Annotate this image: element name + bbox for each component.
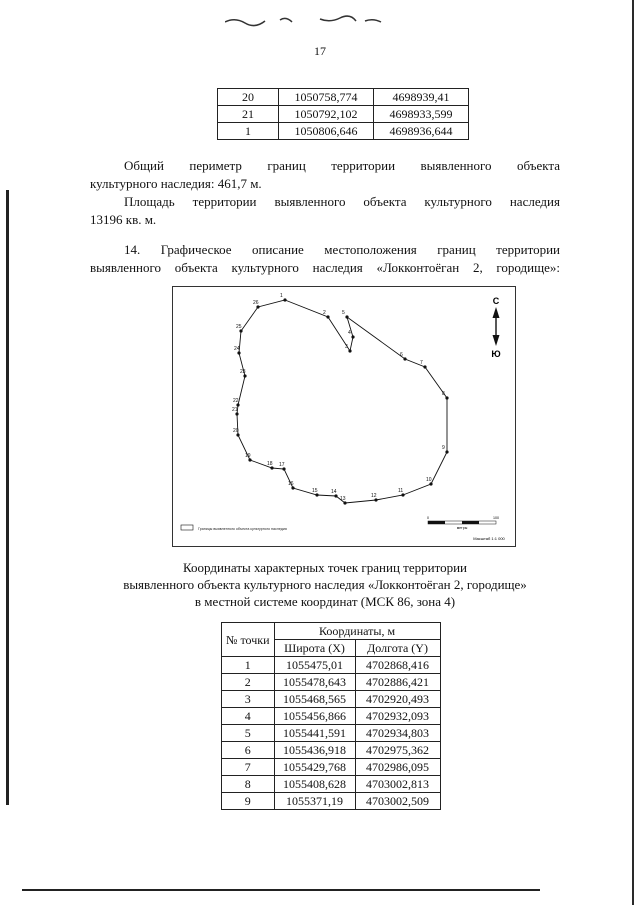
section-line-1: 14. Графическое описание местоположения границ территории	[124, 242, 560, 257]
cell-latitude: 1050792,102	[279, 106, 374, 123]
cell-latitude: 1055429,768	[274, 759, 355, 776]
header-coordinates: Координаты, м	[274, 623, 440, 640]
area-line-1: Площадь территории выявленного объекта культурного наследия	[124, 194, 560, 209]
table-row	[222, 674, 441, 691]
scale-ratio: Масштаб 1:1 000	[473, 536, 505, 541]
compass-south: Ю	[491, 349, 501, 359]
boundary-point-label: 4	[348, 330, 351, 336]
boundary-point-label: 17	[279, 462, 285, 468]
boundary-point-label: 24	[234, 346, 240, 352]
boundary-point-label: 23	[240, 369, 246, 375]
boundary-point-marker	[423, 365, 426, 368]
cell-latitude: 1055475,01	[274, 657, 355, 674]
boundary-polygon	[237, 300, 447, 503]
cell-longitude: 4698939,41	[374, 89, 469, 106]
cell-point-number: 4	[222, 708, 275, 725]
boundary-point-marker	[403, 357, 406, 360]
boundary-point-marker	[283, 298, 286, 301]
boundary-point-label: 18	[267, 461, 273, 467]
boundary-point-label: 20	[233, 428, 239, 434]
scale-start: 0	[427, 516, 429, 520]
cell-longitude: 4702975,362	[355, 742, 440, 759]
boundary-point-label: 7	[420, 360, 423, 366]
boundary-point-label: 16	[288, 481, 294, 487]
table-row	[218, 123, 469, 140]
boundary-point-label: 15	[312, 488, 318, 494]
cell-point-number: 1	[222, 657, 275, 674]
boundary-point-label: 9	[442, 445, 445, 451]
header-longitude: Долгота (Y)	[355, 640, 440, 657]
cell-point-number: 1	[218, 123, 279, 140]
boundary-point-label: 10	[426, 477, 432, 483]
boundary-point-marker	[345, 315, 348, 318]
boundary-point-marker	[348, 349, 351, 352]
scale-end: 100	[493, 516, 499, 520]
boundary-point-label: 13	[340, 496, 346, 502]
table-row	[222, 725, 441, 742]
table-row	[222, 793, 441, 810]
table-row	[222, 708, 441, 725]
boundary-point-label: 12	[371, 493, 377, 499]
boundary-point-label: 1	[280, 293, 283, 299]
cell-point-number: 2	[222, 674, 275, 691]
cell-point-number: 21	[218, 106, 279, 123]
area-paragraph	[90, 193, 560, 229]
scan-noise-top	[225, 14, 405, 30]
boundary-point-marker	[445, 396, 448, 399]
table-row	[222, 742, 441, 759]
map-legend	[181, 525, 287, 531]
cell-latitude: 1055436,918	[274, 742, 355, 759]
cell-latitude: 1055456,866	[274, 708, 355, 725]
boundary-map	[172, 286, 516, 547]
boundary-point-label: 8	[442, 391, 445, 397]
cell-longitude: 4703002,813	[355, 776, 440, 793]
cell-longitude: 4702920,493	[355, 691, 440, 708]
caption-line-2: выявленного объекта культурного наследия «Локконтоёган 2, городище»	[123, 577, 527, 592]
header-latitude: Широта (X)	[274, 640, 355, 657]
boundary-point-marker	[445, 450, 448, 453]
boundary-point-label: 25	[236, 324, 242, 330]
cell-longitude: 4702986,095	[355, 759, 440, 776]
south-arrow-icon	[493, 335, 500, 346]
cell-latitude: 1055408,628	[274, 776, 355, 793]
section-14-paragraph	[90, 241, 560, 277]
table-row	[222, 691, 441, 708]
compass-north: С	[492, 296, 500, 306]
cell-longitude: 4702932,093	[355, 708, 440, 725]
boundary-point-label: 3	[345, 344, 348, 350]
boundary-point-marker	[351, 335, 354, 338]
boundary-point-label: 2	[323, 310, 326, 316]
cell-latitude: 1050806,646	[279, 123, 374, 140]
scan-edge-right	[632, 0, 634, 905]
legend-text: Границы выявленного объекта культурного наследия	[198, 527, 287, 531]
scan-edge-left	[6, 190, 9, 805]
cell-longitude: 4702934,803	[355, 725, 440, 742]
legend-swatch-icon	[181, 525, 193, 530]
caption-line-3: в местной системе координат (МСК 86, зона 4)	[194, 594, 456, 609]
cell-latitude: 1055478,643	[274, 674, 355, 691]
map-scale	[427, 516, 506, 541]
boundary-points	[232, 293, 449, 505]
cell-point-number: 6	[222, 742, 275, 759]
table-row	[218, 89, 469, 106]
boundary-map-drawing	[173, 287, 515, 546]
scan-bottom-line	[22, 889, 540, 891]
section-line-2: выявленного объекта культурного наследия «Локконтоёган 2, городище»:	[90, 260, 560, 275]
table-row	[222, 657, 441, 674]
table-row	[218, 106, 469, 123]
boundary-point-label: 19	[245, 453, 251, 459]
cell-longitude: 4702886,421	[355, 674, 440, 691]
area-line-2: 13196 кв. м.	[90, 212, 157, 227]
boundary-point-label: 26	[253, 300, 259, 306]
boundary-point-label: 11	[398, 488, 404, 494]
cell-latitude: 1055441,591	[274, 725, 355, 742]
table-row	[222, 759, 441, 776]
perimeter-line-2: культурного наследия: 461,7 м.	[90, 176, 262, 191]
table-caption	[90, 559, 560, 610]
north-arrow-icon	[493, 307, 500, 318]
cell-latitude: 1050758,774	[279, 89, 374, 106]
compass	[491, 296, 500, 359]
continuation-table	[217, 88, 469, 140]
cell-point-number: 5	[222, 725, 275, 742]
cell-longitude: 4698933,599	[374, 106, 469, 123]
boundary-point-label: 22	[233, 398, 239, 404]
page-number: 17	[314, 44, 326, 58]
boundary-point-label: 5	[342, 310, 345, 316]
cell-longitude: 4703002,509	[355, 793, 440, 810]
caption-line-1: Координаты характерных точек границ территории	[183, 560, 467, 575]
perimeter-paragraph	[90, 157, 560, 193]
table-row	[222, 776, 441, 793]
header-point-number: № точки	[222, 623, 275, 657]
cell-point-number: 8	[222, 776, 275, 793]
cell-latitude: 1055468,565	[274, 691, 355, 708]
coordinates-table	[221, 622, 441, 810]
boundary-point-label: 14	[331, 489, 337, 495]
cell-point-number: 9	[222, 793, 275, 810]
cell-point-number: 3	[222, 691, 275, 708]
cell-longitude: 4698936,644	[374, 123, 469, 140]
boundary-point-marker	[326, 315, 329, 318]
boundary-point-label: 6	[400, 352, 403, 358]
boundary-point-label: 21	[232, 407, 238, 413]
cell-point-number: 20	[218, 89, 279, 106]
cell-point-number: 7	[222, 759, 275, 776]
cell-longitude: 4702868,416	[355, 657, 440, 674]
scale-unit: метры	[456, 526, 468, 530]
cell-latitude: 1055371,19	[274, 793, 355, 810]
perimeter-line-1: Общий периметр границ территории выявленного объекта	[124, 158, 560, 173]
